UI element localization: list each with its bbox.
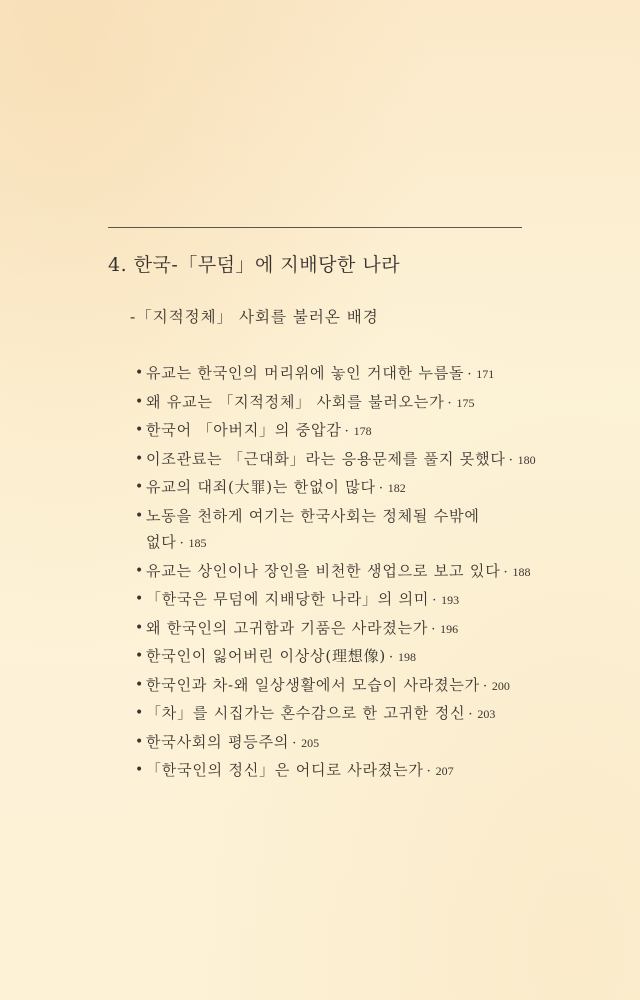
bullet-icon: • <box>135 648 145 664</box>
dot-separator: · <box>508 452 514 468</box>
toc-entry-title: 「한국은 무덤에 지배당한 나라」의 의미 <box>146 590 430 608</box>
dot-separator: · <box>503 564 509 580</box>
toc-entry-page-number: 188 <box>512 564 531 579</box>
toc-entry-title-line1: 노동을 천하게 여기는 한국사회는 정체될 수밖에 <box>146 506 480 525</box>
toc-entry-page-number: 193 <box>441 593 460 607</box>
toc-entry-title: 한국사회의 평등주의 <box>146 732 290 751</box>
toc-entry <box>136 417 556 446</box>
toc-entry <box>136 474 556 503</box>
bullet-icon: • <box>135 591 145 607</box>
toc-entry-page-number: 205 <box>301 735 320 750</box>
dot-separator: · <box>179 536 185 551</box>
toc-entry-page-number: 180 <box>517 452 536 467</box>
bullet-icon: • <box>135 619 145 636</box>
toc-entry-page-number: 178 <box>353 424 372 438</box>
table-of-contents-list <box>136 360 556 786</box>
toc-entry <box>136 643 556 672</box>
toc-entry-page-number: 200 <box>491 678 510 693</box>
dot-separator: · <box>447 395 453 411</box>
toc-entry-page-number: 196 <box>440 621 459 636</box>
toc-entry <box>136 558 556 587</box>
bullet-icon: • <box>135 393 145 410</box>
dot-separator: · <box>432 593 438 608</box>
toc-entry <box>136 586 556 615</box>
dot-separator: · <box>468 707 474 722</box>
chapter-heading <box>108 250 400 277</box>
toc-entry-title: 「차」를 시집가는 혼수감으로 한 고귀한 정신 <box>146 704 466 722</box>
toc-entry-title-line2: 없다 <box>146 533 177 551</box>
toc-entry-page-number: 171 <box>476 367 495 381</box>
toc-entry-title: 한국인과 차-왜 일상생활에서 모습이 사라졌는가 <box>146 675 480 694</box>
toc-entry-title: 유교는 상인이나 장인을 비천한 생업으로 보고 있다 <box>146 561 501 580</box>
dot-separator: · <box>467 367 473 382</box>
dot-separator: · <box>344 424 350 439</box>
toc-entry-page-number: 198 <box>397 650 416 664</box>
dot-separator: · <box>292 735 298 751</box>
bullet-icon: • <box>135 422 145 438</box>
toc-entry-page-number: 182 <box>387 481 406 495</box>
toc-entry <box>136 757 556 786</box>
toc-entry-page-number: 207 <box>435 764 454 778</box>
bullet-icon: • <box>135 733 145 750</box>
chapter-number: 4. <box>108 254 128 276</box>
section-divider-rule <box>108 227 522 228</box>
toc-entry <box>136 389 556 418</box>
toc-entry-title: 이조관료는 「근대화」라는 응용문제를 풀지 못했다 <box>146 449 506 468</box>
toc-entry-title: 왜 유교는 「지적정체」 사회를 불러오는가 <box>146 392 445 411</box>
toc-entry-title: 왜 한국인의 고귀함과 기품은 사라졌는가 <box>146 618 429 637</box>
dot-separator: · <box>426 764 432 779</box>
toc-entry-title: 유교의 대죄(大罪)는 한없이 많다 <box>146 478 376 496</box>
toc-entry <box>136 503 556 558</box>
dot-separator: · <box>378 481 384 496</box>
dot-separator: · <box>389 650 394 665</box>
toc-entry <box>136 700 556 729</box>
chapter-title: 한국-「무덤」에 지배당한 나라 <box>133 254 401 276</box>
bullet-icon: • <box>135 676 145 693</box>
toc-entry-page-number: 203 <box>477 707 496 721</box>
toc-entry-title: 한국인이 잃어버린 이상상(理想像) <box>146 647 387 665</box>
bullet-icon: • <box>135 762 145 778</box>
bullet-icon: • <box>135 365 145 381</box>
bullet-icon: • <box>135 705 145 721</box>
dot-separator: · <box>431 621 437 637</box>
bullet-icon: • <box>135 507 145 524</box>
toc-entry-title: 「한국인의 정신」은 어디로 사라졌는가 <box>146 761 424 779</box>
chapter-subtitle: -「지적정체」 사회를 불러온 배경 <box>130 308 379 326</box>
bullet-icon: • <box>135 450 145 467</box>
bullet-icon: • <box>135 562 145 579</box>
toc-entry-page-number: 185 <box>188 536 207 550</box>
toc-entry-title: 한국어 「아버지」의 중압감 <box>146 421 342 439</box>
dot-separator: · <box>482 678 488 694</box>
bullet-icon: • <box>135 479 145 495</box>
toc-entry <box>136 672 556 701</box>
toc-entry-page-number: 175 <box>456 395 475 410</box>
toc-entry-title: 유교는 한국인의 머리위에 놓인 거대한 누름돌 <box>146 364 465 382</box>
toc-entry <box>136 360 556 389</box>
toc-entry <box>136 729 556 758</box>
toc-entry <box>136 615 556 644</box>
toc-entry <box>136 446 556 475</box>
